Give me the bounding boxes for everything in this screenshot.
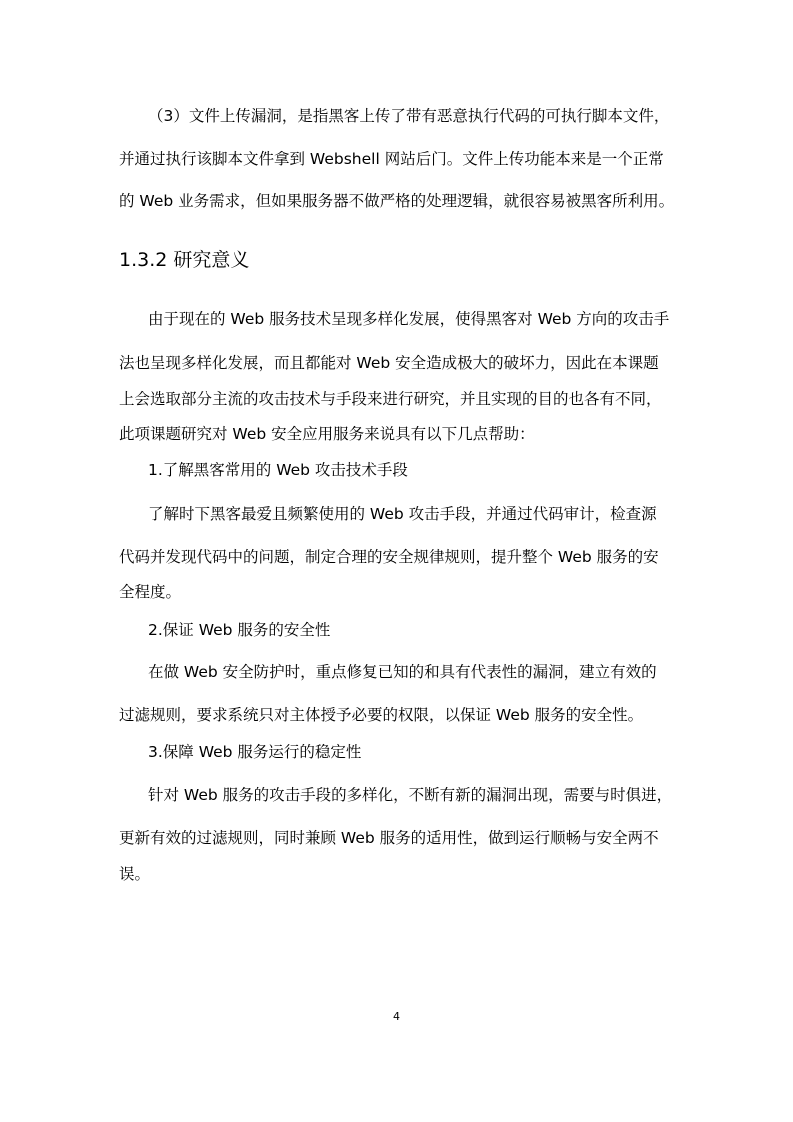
- list-item-title: 2.保证 Web 服务的安全性: [148, 621, 331, 639]
- list-item-title: 3.保障 Web 服务运行的稳定性: [148, 743, 362, 761]
- paragraph-line: 全程度。: [119, 583, 182, 601]
- paragraph-line: 更新有效的过滤规则，同时兼顾 Web 服务的适用性，做到运行顺畅与安全两不: [119, 829, 659, 847]
- page-number: 4: [393, 1010, 400, 1023]
- paragraph-line: 了解时下黑客最爱且频繁使用的 Web 攻击手段，并通过代码审计，检查源: [148, 505, 657, 523]
- paragraph-line: 在做 Web 安全防护时，重点修复已知的和具有代表性的漏洞，建立有效的: [148, 663, 657, 681]
- paragraph-line: 并通过执行该脚本文件拿到 Webshell 网站后门。文件上传功能本来是一个正常: [119, 150, 664, 168]
- list-item-title: 1.了解黑客常用的 Web 攻击技术手段: [148, 461, 408, 479]
- paragraph-line: 此项课题研究对 Web 安全应用服务来说具有以下几点帮助：: [119, 425, 535, 443]
- paragraph-line: 误。: [119, 865, 151, 883]
- paragraph-line: （3）文件上传漏洞，是指黑客上传了带有恶意执行代码的可执行脚本文件，: [148, 107, 670, 125]
- paragraph-line: 代码并发现代码中的问题，制定合理的安全规律规则，提升整个 Web 服务的安: [119, 548, 659, 566]
- paragraph-line: 针对 Web 服务的攻击手段的多样化，不断有新的漏洞出现，需要与时俱进，: [148, 786, 673, 804]
- paragraph-line: 由于现在的 Web 服务技术呈现多样化发展，使得黑客对 Web 方向的攻击手: [148, 310, 670, 328]
- paragraph-line: 上会选取部分主流的攻击技术与手段来进行研究，并且实现的目的也各有不同，: [119, 390, 662, 408]
- paragraph-line: 法也呈现多样化发展，而且都能对 Web 安全造成极大的破坏力，因此在本课题: [119, 354, 659, 372]
- paragraph-line: 的 Web 业务需求，但如果服务器不做严格的处理逻辑，就很容易被黑客所利用。: [119, 192, 675, 210]
- section-heading: 1.3.2 研究意义: [119, 249, 250, 271]
- paragraph-line: 过滤规则，要求系统只对主体授予必要的权限，以保证 Web 服务的安全性。: [119, 706, 644, 724]
